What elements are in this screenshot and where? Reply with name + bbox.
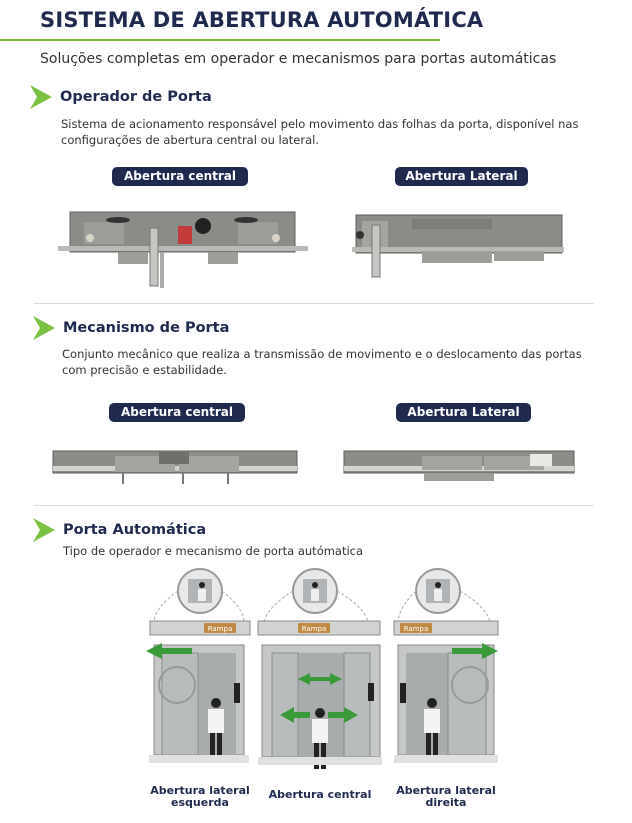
description-line: com precisão e estabilidade. — [62, 363, 227, 377]
door-right-illustration — [392, 563, 502, 793]
description-line: configurações de abertura central ou lateral. — [61, 133, 319, 147]
section-description — [61, 116, 578, 148]
door-left-illustration — [144, 563, 254, 793]
section-description — [62, 346, 582, 378]
label-abertura-central: Abertura central — [112, 167, 248, 186]
chevron-right-icon — [33, 316, 55, 340]
section-description — [63, 543, 363, 559]
mechanism-central-image — [53, 448, 297, 488]
section-title: Mecanismo de Porta — [63, 320, 230, 336]
operator-central-image — [58, 208, 308, 290]
page-title: SISTEMA DE ABERTURA AUTOMÁTICA — [40, 8, 484, 32]
label-abertura-central: Abertura central — [109, 403, 245, 422]
title-underline — [0, 39, 440, 41]
door-caption-left — [150, 785, 250, 809]
section-porta-heading — [33, 518, 206, 542]
description-line: Sistema de acionamento responsável pelo movimento das folhas da porta, disponível nas — [61, 117, 579, 131]
mechanism-lateral-image — [344, 448, 574, 488]
rampa-label: Rampa — [207, 625, 233, 633]
description-line: Conjunto mecânico que realiza a transmissão de movimento e o deslocamento das portas — [62, 347, 582, 361]
label-abertura-lateral: Abertura Lateral — [395, 167, 528, 186]
caption-line: Abertura central — [268, 788, 372, 801]
operator-lateral-image — [352, 213, 564, 279]
person-figure — [427, 698, 437, 708]
section-title: Operador de Porta — [60, 89, 212, 105]
description-line: Tipo de operador e mecanismo de porta autómatica — [63, 544, 364, 558]
chevron-right-icon — [33, 518, 55, 542]
door-center-illustration — [258, 563, 382, 793]
person-figure — [315, 708, 325, 718]
person-figure — [211, 698, 221, 708]
section-operador-heading — [30, 85, 212, 109]
page-subtitle: Soluções completas em operador e mecanismos para portas automáticas — [40, 51, 557, 67]
caption-line: Abertura lateral — [396, 784, 496, 797]
section-divider — [34, 505, 594, 506]
rampa-label: Rampa — [301, 625, 327, 633]
label-abertura-lateral: Abertura Lateral — [396, 403, 531, 422]
chevron-right-icon — [30, 85, 52, 109]
door-caption-right — [394, 785, 498, 809]
caption-line: Abertura lateral — [150, 784, 250, 797]
caption-line: esquerda — [171, 796, 229, 809]
caption-line: direita — [425, 796, 467, 809]
section-divider — [34, 303, 594, 304]
door-caption-center — [264, 789, 376, 801]
rampa-label: Rampa — [403, 625, 429, 633]
section-mecanismo-heading — [33, 316, 229, 340]
section-title: Porta Automática — [63, 522, 207, 538]
